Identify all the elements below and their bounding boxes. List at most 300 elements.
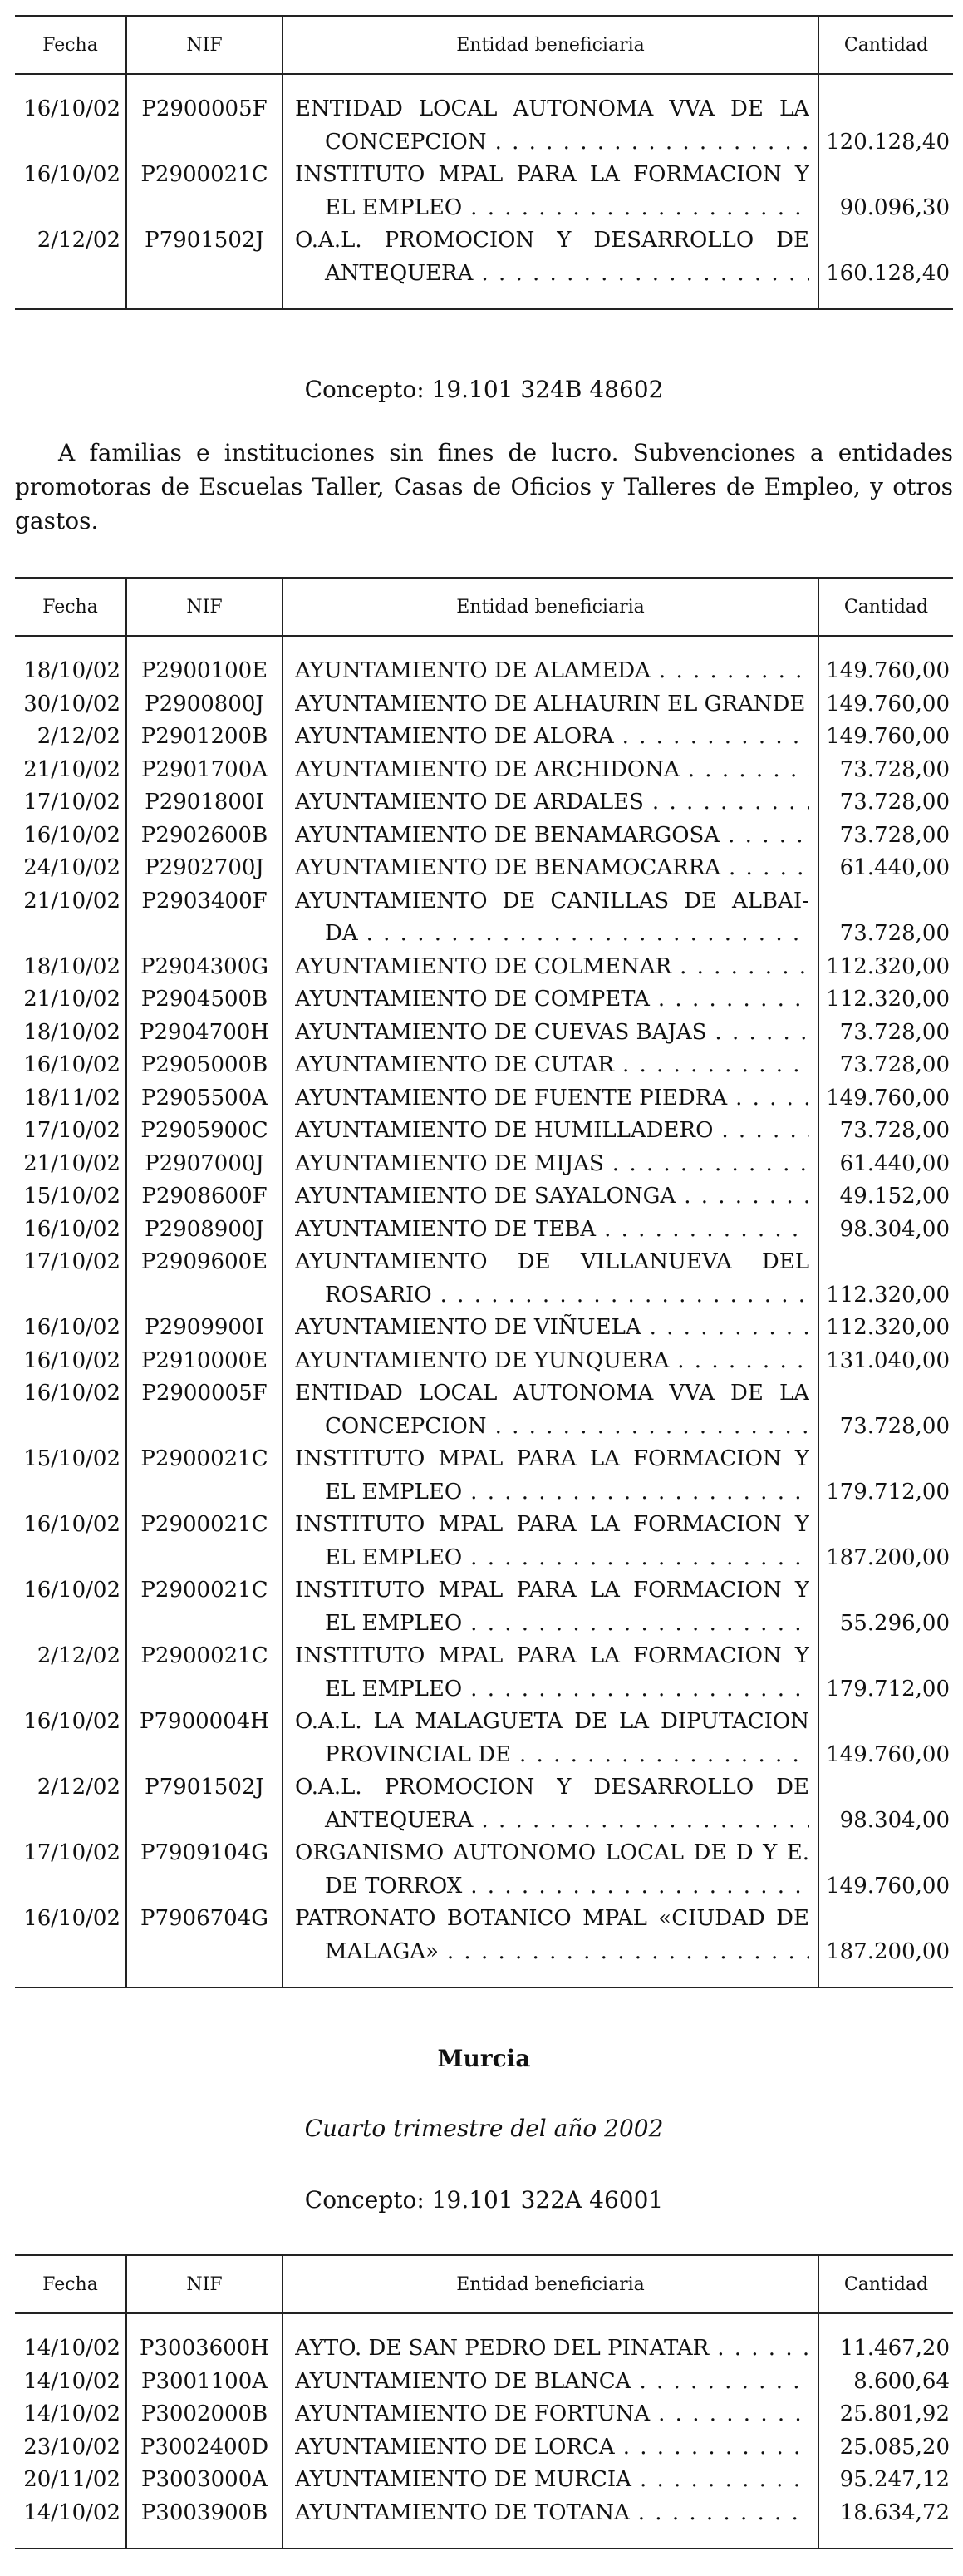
row-date: 17/10/02 [23, 1249, 120, 1274]
entity-name-text: AYUNTAMIENTO DE CANILLAS DE ALBAI- [295, 888, 809, 914]
dot-leader [728, 820, 809, 853]
entity-name-text: EL EMPLEO [325, 1676, 463, 1702]
row-entity [283, 1049, 818, 1082]
table-row [15, 2313, 953, 2366]
entity-name-text: EL EMPLEO [325, 1544, 463, 1570]
entity-name-text: INSTITUTO MPAL PARA LA FORMACION Y [295, 1578, 809, 1603]
table-row [15, 688, 953, 722]
table-row [15, 885, 953, 951]
table-row [15, 1377, 953, 1443]
row-entity [283, 2313, 818, 2366]
row-amount: 73.728,00 [818, 754, 953, 787]
row-amount: 73.728,00 [818, 1049, 953, 1082]
row-entity [283, 786, 818, 820]
row-entity [283, 636, 818, 688]
grants-table-2 [15, 577, 953, 1988]
entity-line [295, 1640, 809, 1673]
row-nif: P2900021C [126, 159, 283, 224]
dot-leader [470, 1870, 809, 1904]
row-nif: P3003600H [126, 2313, 283, 2366]
entity-line [295, 1739, 809, 1772]
grants-table-1 [15, 15, 953, 310]
entity-line [295, 1443, 809, 1476]
entity-name-text: ENTIDAD LOCAL AUTONOMA VVA DE LA [295, 96, 809, 121]
entity-line [295, 1049, 809, 1082]
table-row [15, 1706, 953, 1771]
entity-line [295, 93, 809, 126]
entity-name-text: INSTITUTO MPAL PARA LA FORMACION Y [295, 1446, 809, 1471]
entity-name-text: ANTEQUERA [325, 1807, 474, 1833]
entity-name-text: AYUNTAMIENTO DE SAYALONGA [295, 1184, 676, 1209]
row-date: 21/10/02 [23, 756, 120, 782]
entity-line [295, 1509, 809, 1542]
row-date: 18/11/02 [23, 1085, 120, 1111]
row-nif: P2905500A [126, 1082, 283, 1116]
dot-leader [470, 1673, 809, 1707]
entity-line [295, 983, 809, 1017]
row-entity [283, 224, 818, 309]
dot-leader [715, 1017, 809, 1050]
entity-line [295, 1837, 809, 1870]
header-fecha: Fecha [15, 578, 126, 636]
entity-line [295, 2332, 809, 2366]
row-date: 2/12/02 [37, 1775, 120, 1800]
entity-name-text: AYUNTAMIENTO DE VIÑUELA [295, 1315, 641, 1340]
row-date: 30/10/02 [23, 691, 120, 717]
entity-name-text: CONCEPCION [325, 1413, 487, 1439]
table-row [15, 721, 953, 754]
row-nif: P2901200B [126, 721, 283, 754]
row-date: 16/10/02 [23, 1906, 120, 1931]
table-row [15, 1345, 953, 1378]
table-row [15, 2398, 953, 2431]
row-nif: P7909104G [126, 1837, 283, 1903]
row-date: 16/10/02 [23, 1052, 120, 1077]
row-nif: P2900021C [126, 1574, 283, 1640]
row-amount: 149.760,00 [818, 1837, 953, 1903]
entity-line [295, 1377, 809, 1411]
row-nif: P2900005F [126, 1377, 283, 1443]
entity-name-text: AYUNTAMIENTO DE ALAMEDA [295, 658, 651, 683]
entity-name-text: AYUNTAMIENTO DE CUTAR [295, 1052, 614, 1077]
row-nif: P2910000E [126, 1345, 283, 1378]
table-row [15, 1574, 953, 1640]
entity-name-text: PATRONATO BOTANICO MPAL «CIUDAD DE [295, 1906, 809, 1931]
row-date: 16/10/02 [23, 1315, 120, 1340]
row-amount: 55.296,00 [818, 1574, 953, 1640]
entity-name-text: AYUNTAMIENTO DE FUENTE PIEDRA [295, 1085, 728, 1111]
row-date: 21/10/02 [23, 888, 120, 914]
entity-line [295, 1017, 809, 1050]
row-date: 14/10/02 [23, 2336, 120, 2361]
entity-line [295, 1673, 809, 1707]
dot-leader [519, 1739, 809, 1772]
row-amount: 25.085,20 [818, 2431, 953, 2465]
row-amount: 73.728,00 [818, 1377, 953, 1443]
entity-name-text: AYUNTAMIENTO DE MURCIA [295, 2467, 631, 2492]
row-amount: 90.096,30 [818, 159, 953, 224]
dot-leader [735, 1082, 809, 1116]
row-amount: 187.200,00 [818, 1509, 953, 1574]
row-date: 2/12/02 [37, 228, 120, 253]
table-row [15, 1837, 953, 1903]
entity-line [295, 1574, 809, 1608]
row-nif: P2900100E [126, 636, 283, 688]
entity-name-text: DE TORROX [325, 1873, 463, 1899]
dot-leader [684, 1180, 809, 1214]
table-row [15, 1443, 953, 1509]
row-nif: P2904300G [126, 951, 283, 984]
table-row [15, 1115, 953, 1148]
dot-leader [440, 1279, 809, 1313]
entity-line [295, 1180, 809, 1214]
header-entidad: Entidad beneficiaria [283, 578, 818, 636]
row-entity [283, 688, 818, 722]
row-amount: 98.304,00 [818, 1214, 953, 1247]
dot-leader [481, 1805, 809, 1838]
table-row [15, 1017, 953, 1050]
dot-leader [481, 258, 809, 291]
row-entity [283, 2431, 818, 2465]
header-nif: NIF [126, 578, 283, 636]
row-date: 14/10/02 [23, 2500, 120, 2525]
row-amount: 8.600,64 [818, 2366, 953, 2399]
row-entity [283, 1377, 818, 1443]
row-amount: 98.304,00 [818, 1771, 953, 1837]
row-entity [283, 74, 818, 159]
entity-line [295, 224, 809, 258]
entity-line [295, 1771, 809, 1805]
entity-line [295, 1936, 809, 1969]
row-nif: P3003900B [126, 2497, 283, 2549]
row-entity [283, 983, 818, 1017]
table-row [15, 74, 953, 159]
header-fecha: Fecha [15, 2255, 126, 2313]
entity-name-text: INSTITUTO MPAL PARA LA FORMACION Y [295, 1643, 809, 1668]
dot-leader [658, 2398, 809, 2431]
row-entity [283, 2366, 818, 2399]
row-date: 18/10/02 [23, 658, 120, 683]
table-row [15, 1214, 953, 1247]
entity-name-text: AYUNTAMIENTO DE COMPETA [295, 987, 650, 1012]
table-row [15, 2431, 953, 2465]
entity-name-text: AYUNTAMIENTO DE HUMILLADERO [295, 1118, 714, 1143]
row-entity [283, 1180, 818, 1214]
entity-line [295, 1279, 809, 1313]
entity-name-text: AYUNTAMIENTO DE MIJAS [295, 1150, 604, 1176]
header-cantidad: Cantidad [818, 578, 953, 636]
entity-name-text: AYUNTAMIENTO DE TEBA [295, 1216, 597, 1242]
row-date: 24/10/02 [23, 855, 120, 880]
dot-leader [677, 1345, 809, 1378]
entity-line [295, 1870, 809, 1904]
entity-name-text: MALAGA» [325, 1938, 439, 1964]
entity-name-text: EL EMPLEO [325, 1610, 463, 1636]
region-heading: Murcia [437, 2045, 531, 2072]
row-nif: P2901800I [126, 786, 283, 820]
row-date: 17/10/02 [23, 1118, 120, 1143]
row-entity [283, 852, 818, 885]
row-nif: P2909600E [126, 1246, 283, 1312]
row-nif: P2909900I [126, 1312, 283, 1345]
row-entity [283, 159, 818, 224]
row-amount: 61.440,00 [818, 852, 953, 885]
row-entity [283, 721, 818, 754]
dot-leader [622, 721, 809, 754]
entity-line [295, 1115, 809, 1148]
entity-line [295, 655, 809, 688]
header-entidad: Entidad beneficiaria [283, 2255, 818, 2313]
entity-line [295, 192, 809, 225]
row-nif: P2907000J [126, 1148, 283, 1181]
entity-line [295, 126, 809, 160]
entity-line [295, 2398, 809, 2431]
entity-name-text: EL EMPLEO [325, 1479, 463, 1505]
entity-line [295, 1903, 809, 1936]
dot-leader [604, 1214, 809, 1247]
dot-leader [612, 1148, 809, 1181]
table-row [15, 2366, 953, 2399]
entity-name-text: AYUNTAMIENTO DE BLANCA [295, 2368, 631, 2394]
table-row [15, 1312, 953, 1345]
entity-line [295, 1608, 809, 1641]
dot-leader [470, 192, 809, 225]
entity-line [295, 2431, 809, 2465]
entity-name-text: DA [325, 921, 358, 946]
entity-name-text: INSTITUTO MPAL PARA LA FORMACION Y [295, 162, 809, 187]
table-row [15, 1509, 953, 1574]
row-amount: 149.760,00 [818, 1706, 953, 1771]
row-date: 17/10/02 [23, 1840, 120, 1865]
row-entity [283, 1443, 818, 1509]
row-entity [283, 754, 818, 787]
table-row [15, 1903, 953, 1987]
concept-heading-1: Concepto: 19.101 324B 48602 [304, 376, 664, 403]
entity-name-text: AYUNTAMIENTO DE BENAMARGOSA [295, 822, 720, 848]
dot-leader [470, 1542, 809, 1575]
entity-line [295, 2464, 809, 2497]
row-amount: 73.728,00 [818, 820, 953, 853]
row-nif: P2903400F [126, 885, 283, 951]
entity-name-text: AYUNTAMIENTO DE COLMENAR [295, 953, 672, 979]
row-date: 16/10/02 [23, 822, 120, 848]
row-entity [283, 885, 818, 951]
table-row [15, 852, 953, 885]
dot-leader [717, 2332, 809, 2366]
row-amount: 179.712,00 [818, 1443, 953, 1509]
row-nif: P3003000A [126, 2464, 283, 2497]
table-row [15, 820, 953, 853]
table-header-row [15, 578, 953, 636]
row-date: 18/10/02 [23, 1019, 120, 1045]
header-fecha: Fecha [15, 16, 126, 74]
entity-line [295, 1148, 809, 1181]
entity-line [295, 1542, 809, 1575]
row-amount: 120.128,40 [818, 74, 953, 159]
header-nif: NIF [126, 16, 283, 74]
entity-name-text: O.A.L. PROMOCION Y DESARROLLO DE [295, 1775, 809, 1800]
row-nif: P7901502J [126, 224, 283, 309]
table-row [15, 1082, 953, 1116]
entity-line [295, 786, 809, 820]
entity-line [295, 159, 809, 192]
row-nif: P2904500B [126, 983, 283, 1017]
row-amount: 187.200,00 [818, 1903, 953, 1987]
row-entity [283, 1640, 818, 1706]
header-entidad: Entidad beneficiaria [283, 16, 818, 74]
row-amount: 73.728,00 [818, 885, 953, 951]
row-amount: 131.040,00 [818, 1345, 953, 1378]
table-row [15, 1246, 953, 1312]
row-nif: P3002000B [126, 2398, 283, 2431]
table-header-row [15, 2255, 953, 2313]
table-row [15, 754, 953, 787]
row-date: 16/10/02 [23, 96, 120, 121]
entity-name-text: AYUNTAMIENTO DE TOTANA [295, 2500, 630, 2525]
row-entity [283, 1345, 818, 1378]
dot-leader [688, 754, 809, 787]
row-date: 18/10/02 [23, 953, 120, 979]
entity-line [295, 721, 809, 754]
row-nif: P2902600B [126, 820, 283, 853]
row-date: 14/10/02 [23, 2401, 120, 2426]
row-nif: P2908900J [126, 1214, 283, 1247]
entity-line [295, 2366, 809, 2399]
concept-heading-2: Concepto: 19.101 322A 46001 [304, 2186, 664, 2214]
row-amount: 112.320,00 [818, 983, 953, 1017]
entity-name-text: CONCEPCION [325, 129, 487, 155]
row-entity [283, 820, 818, 853]
row-date: 16/10/02 [23, 1512, 120, 1537]
row-date: 21/10/02 [23, 1150, 120, 1176]
row-entity [283, 1903, 818, 1987]
entity-line [295, 2497, 809, 2530]
header-cantidad: Cantidad [818, 16, 953, 74]
row-entity [283, 1082, 818, 1116]
dot-leader [640, 2464, 809, 2497]
row-amount: 179.712,00 [818, 1640, 953, 1706]
entity-name-text: AYUNTAMIENTO DE ALHAURIN EL GRANDE [295, 691, 806, 717]
entity-name-text: ROSARIO [325, 1282, 432, 1308]
row-date: 16/10/02 [23, 1216, 120, 1242]
entity-name-text: ENTIDAD LOCAL AUTONOMA VVA DE LA [295, 1381, 809, 1406]
dot-leader [622, 1049, 809, 1082]
dot-leader [495, 1411, 809, 1444]
row-nif: P2900005F [126, 74, 283, 159]
entity-name-text: AYUNTAMIENTO DE ALORA [295, 724, 614, 749]
row-nif: P2900021C [126, 1443, 283, 1509]
row-entity [283, 1771, 818, 1837]
row-date: 20/11/02 [23, 2467, 120, 2492]
row-amount: 61.440,00 [818, 1148, 953, 1181]
dot-leader [447, 1936, 809, 1969]
row-entity [283, 1246, 818, 1312]
table-row [15, 159, 953, 224]
row-nif: P2900021C [126, 1640, 283, 1706]
row-date: 14/10/02 [23, 2368, 120, 2394]
table-row [15, 951, 953, 984]
row-amount: 149.760,00 [818, 688, 953, 722]
dot-leader [729, 852, 809, 885]
entity-name-text: ANTEQUERA [325, 260, 474, 286]
entity-name-text: AYUNTAMIENTO DE FORTUNA [295, 2401, 651, 2426]
dot-leader [639, 2366, 809, 2399]
entity-name-text: AYTO. DE SAN PEDRO DEL PINATAR [295, 2336, 710, 2361]
dot-leader [366, 918, 809, 951]
entity-line [295, 885, 809, 919]
entity-line [295, 951, 809, 984]
table-row [15, 786, 953, 820]
dot-leader [652, 786, 809, 820]
header-nif: NIF [126, 2255, 283, 2313]
dot-leader [470, 1476, 809, 1510]
table-row [15, 1771, 953, 1837]
row-date: 16/10/02 [23, 1709, 120, 1734]
entity-name-text: AYUNTAMIENTO DE ARCHIDONA [295, 756, 680, 782]
entity-name-text: AYUNTAMIENTO DE ARDALES [295, 790, 644, 815]
grants-table-3 [15, 2254, 953, 2549]
row-amount: 25.801,92 [818, 2398, 953, 2431]
row-nif: P2901700A [126, 754, 283, 787]
dot-leader [659, 655, 809, 688]
row-entity [283, 1509, 818, 1574]
dot-leader [680, 951, 809, 984]
dot-leader [658, 983, 809, 1017]
entity-line [295, 852, 809, 885]
entity-line [295, 1082, 809, 1116]
entity-line [295, 1805, 809, 1838]
row-nif: P3001100A [126, 2366, 283, 2399]
entity-name-text: ORGANISMO AUTONOMO LOCAL DE D Y E. [295, 1840, 809, 1865]
row-nif: P7906704G [126, 1903, 283, 1987]
entity-line [295, 258, 809, 291]
table-row [15, 1180, 953, 1214]
row-nif: P2900021C [126, 1509, 283, 1574]
entity-line [295, 1476, 809, 1510]
dot-leader [721, 1115, 809, 1148]
row-entity [283, 1214, 818, 1247]
table-row [15, 636, 953, 688]
row-nif: P7900004H [126, 1706, 283, 1771]
entity-line [295, 918, 809, 951]
row-amount: 149.760,00 [818, 721, 953, 754]
row-amount: 112.320,00 [818, 1312, 953, 1345]
table-row [15, 2464, 953, 2497]
dot-leader [650, 1312, 809, 1345]
row-nif: P3002400D [126, 2431, 283, 2465]
row-amount: 73.728,00 [818, 786, 953, 820]
row-nif: P2905000B [126, 1049, 283, 1082]
entity-line [295, 1411, 809, 1444]
entity-line [295, 688, 809, 722]
row-date: 16/10/02 [23, 1578, 120, 1603]
period-heading: Cuarto trimestre del año 2002 [304, 2115, 664, 2142]
row-entity [283, 1115, 818, 1148]
dot-leader [638, 2497, 809, 2530]
row-entity [283, 1706, 818, 1771]
row-amount: 112.320,00 [818, 1246, 953, 1312]
entity-name-text: AYUNTAMIENTO DE LORCA [295, 2434, 615, 2460]
entity-name-text: AYUNTAMIENTO DE YUNQUERA [295, 1347, 670, 1373]
row-date: 15/10/02 [23, 1184, 120, 1209]
entity-line [295, 1214, 809, 1247]
row-amount: 112.320,00 [818, 951, 953, 984]
entity-name-text: O.A.L. PROMOCION Y DESARROLLO DE [295, 228, 809, 253]
row-nif: P2908600F [126, 1180, 283, 1214]
row-amount: 95.247,12 [818, 2464, 953, 2497]
row-nif: P7901502J [126, 1771, 283, 1837]
row-nif: P2904700H [126, 1017, 283, 1050]
